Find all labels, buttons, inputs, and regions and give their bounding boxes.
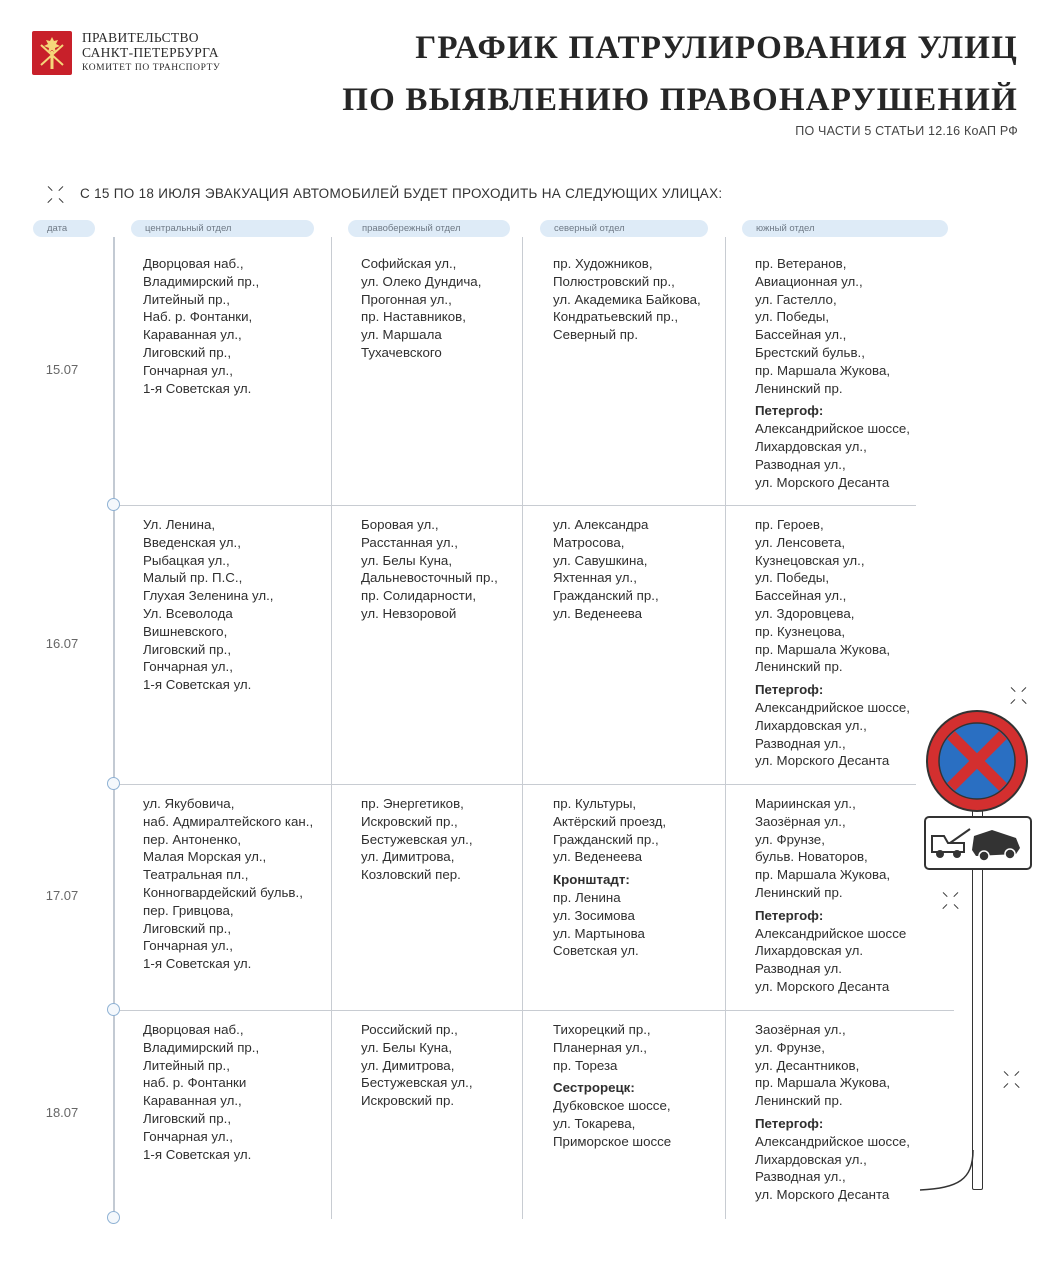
org-line-2: САНКТ-ПЕТЕРБУРГА [82, 45, 219, 60]
column-header-right-bank: правобережный отдел [348, 220, 510, 237]
cell-right-bank: Боровая ул., Расстанная ул., ул. Белы Куна, Дальневосточный пр., пр. Солидарности, ул. Невзоровой [361, 517, 498, 621]
tow-truck-plate-icon [924, 816, 1032, 870]
south-subarea-title: Петергоф: [755, 403, 824, 419]
south-subarea-title: Петергоф: [755, 1115, 824, 1131]
south-streets: Мариинская ул., Заозёрная ул., ул. Фрунзе, бульв. Новаторов, пр. Маршала Жукова, Ленинский пр. [755, 796, 891, 900]
column-divider [522, 237, 523, 1219]
cell-right-bank: Софийская ул., ул. Олеко Дундича, Прогонная ул., пр. Наставников, ул. Маршала Тухачевского [361, 256, 482, 360]
coat-of-arms-icon [32, 31, 72, 75]
page-subtitle: ПО ЧАСТИ 5 СТАТЬИ 12.16 КоАП РФ [795, 124, 1018, 138]
south-streets: пр. Ветеранов, Авиационная ул., ул. Гастелло, ул. Победы, Бассейная ул., Брестский бульв., пр. Маршала Жукова, Ленинский пр. [755, 256, 891, 396]
timeline-dot [107, 777, 120, 790]
column-header-north: северный отдел [540, 220, 708, 237]
column-header-central: центральный отдел [131, 220, 314, 237]
south-subarea-streets: Александрийское шоссе, Лихардовская ул., Разводная ул., ул. Морского Десанта [755, 1133, 910, 1203]
cell-central: Ул. Ленина, Введенская ул., Рыбацкая ул., Малый пр. П.С., Глухая Зеленина ул., Ул. Всеволода Вишневского, Лиговский пр., Гончарная ул., 1-я Советская ул. [143, 517, 274, 693]
north-subarea-title: Сестрорецк: [553, 1080, 635, 1096]
cell-central: Дворцовая наб., Владимирский пр., Литейный пр., наб. р. Фонтанки Караванная ул., Лиговский пр., Гончарная ул., 1-я Советская ул. [143, 1022, 260, 1162]
sign-pole-base [918, 1150, 988, 1195]
south-streets: Заозёрная ул., ул. Фрунзе, ул. Десантников, пр. Маршала Жукова, Ленинский пр. [755, 1022, 891, 1109]
sparkle-icon [1010, 687, 1028, 705]
north-streets: Тихорецкий пр., Планерная ул., пр. Тореза [553, 1022, 651, 1073]
row-date: 15.07 [45, 362, 79, 377]
cell-central: Дворцовая наб., Владимирский пр., Литейный пр., Наб. р. Фонтанки, Караванная ул., Лиговский пр., Гончарная ул., 1-я Советская ул. [143, 256, 260, 396]
sparkle-icon [942, 892, 960, 910]
column-header-date: дата [33, 220, 95, 237]
south-subarea-streets: Александрийское шоссе, Лихардовская ул., Разводная ул., ул. Морского Десанта [755, 421, 910, 490]
cell-south [755, 255, 910, 491]
north-subarea-title: Кронштадт: [553, 872, 630, 888]
cell-south [755, 1021, 910, 1204]
organization-name [82, 30, 220, 76]
cell-north: пр. Художников, Полюстровский пр., ул. Академика Байкова, Кондратьевский пр., Северный пр. [553, 256, 701, 343]
column-header-south: южный отдел [742, 220, 948, 237]
timeline-axis [113, 237, 115, 1219]
sparkle-icon [47, 186, 65, 204]
org-line-1: ПРАВИТЕЛЬСТВО [82, 30, 199, 45]
cell-south [755, 516, 910, 770]
cell-north [553, 1021, 671, 1151]
page-title [342, 22, 1018, 126]
column-divider [725, 237, 726, 1219]
south-subarea-streets: Александрийское шоссе, Лихардовская ул., Разводная ул., ул. Морского Десанта [755, 699, 910, 769]
title-line-2: ПО ВЫЯВЛЕНИЮ ПРАВОНАРУШЕНИЙ [342, 82, 1018, 118]
sparkle-icon [1003, 1071, 1021, 1089]
row-divider [120, 1010, 954, 1011]
north-subarea-streets: пр. Ленина ул. Зосимова ул. Мартынова Советская ул. [553, 889, 645, 959]
intro-text: С 15 ПО 18 ИЮЛЯ ЭВАКУАЦИЯ АВТОМОБИЛЕЙ БУДЕТ ПРОХОДИТЬ НА СЛЕДУЮЩИХ УЛИЦАХ: [80, 186, 723, 201]
cell-right-bank: Российский пр., ул. Белы Куна, ул. Димитрова, Бестужевская ул., Искровский пр. [361, 1022, 473, 1109]
row-date: 16.07 [45, 636, 79, 651]
cell-right-bank: пр. Энергетиков, Искровский пр., Бестужевская ул., ул. Димитрова, Козловский пер. [361, 796, 473, 883]
south-subarea-streets: Александрийское шоссе Лихардовская ул. Разводная ул. ул. Морского Десанта [755, 925, 907, 994]
title-line-1: ГРАФИК ПАТРУЛИРОВАНИЯ УЛИЦ [415, 30, 1018, 66]
timeline-dot [107, 1003, 120, 1016]
no-stopping-sign-icon [924, 708, 1030, 814]
cell-north: ул. Александра Матросова, ул. Савушкина, Яхтенная ул., Гражданский пр., ул. Веденеева [553, 517, 659, 621]
south-subarea-title: Петергоф: [755, 682, 824, 698]
north-subarea-streets: Дубковское шоссе, ул. Токарева, Приморское шоссе [553, 1098, 672, 1149]
timeline-dot [107, 1211, 120, 1224]
south-streets: пр. Героев, ул. Ленсовета, Кузнецовская ул., ул. Победы, Бассейная ул., ул. Здоровцева, пр. Кузнецова, пр. Маршала Жукова, Ленинский пр. [755, 517, 891, 675]
row-divider [120, 784, 916, 785]
column-divider [331, 237, 332, 1219]
row-date: 17.07 [45, 888, 79, 903]
cell-central: ул. Якубовича, наб. Адмиралтейского кан., пер. Антоненко, Малая Морская ул., Театральная пл., Конногвардейский бульв., пер. Гривцова, Лиговский пр., Гончарная ул., 1-я Советская ул. [143, 796, 314, 972]
north-streets: пр. Культуры, Актёрский проезд, Гражданский пр., ул. Веденеева [553, 796, 667, 865]
org-line-3: КОМИТЕТ ПО ТРАНСПОРТУ [82, 63, 221, 73]
row-date: 18.07 [45, 1105, 79, 1120]
timeline-dot [107, 498, 120, 511]
cell-south [755, 795, 906, 996]
south-subarea-title: Петергоф: [755, 907, 824, 923]
cell-north [553, 795, 666, 960]
row-divider [120, 505, 916, 506]
